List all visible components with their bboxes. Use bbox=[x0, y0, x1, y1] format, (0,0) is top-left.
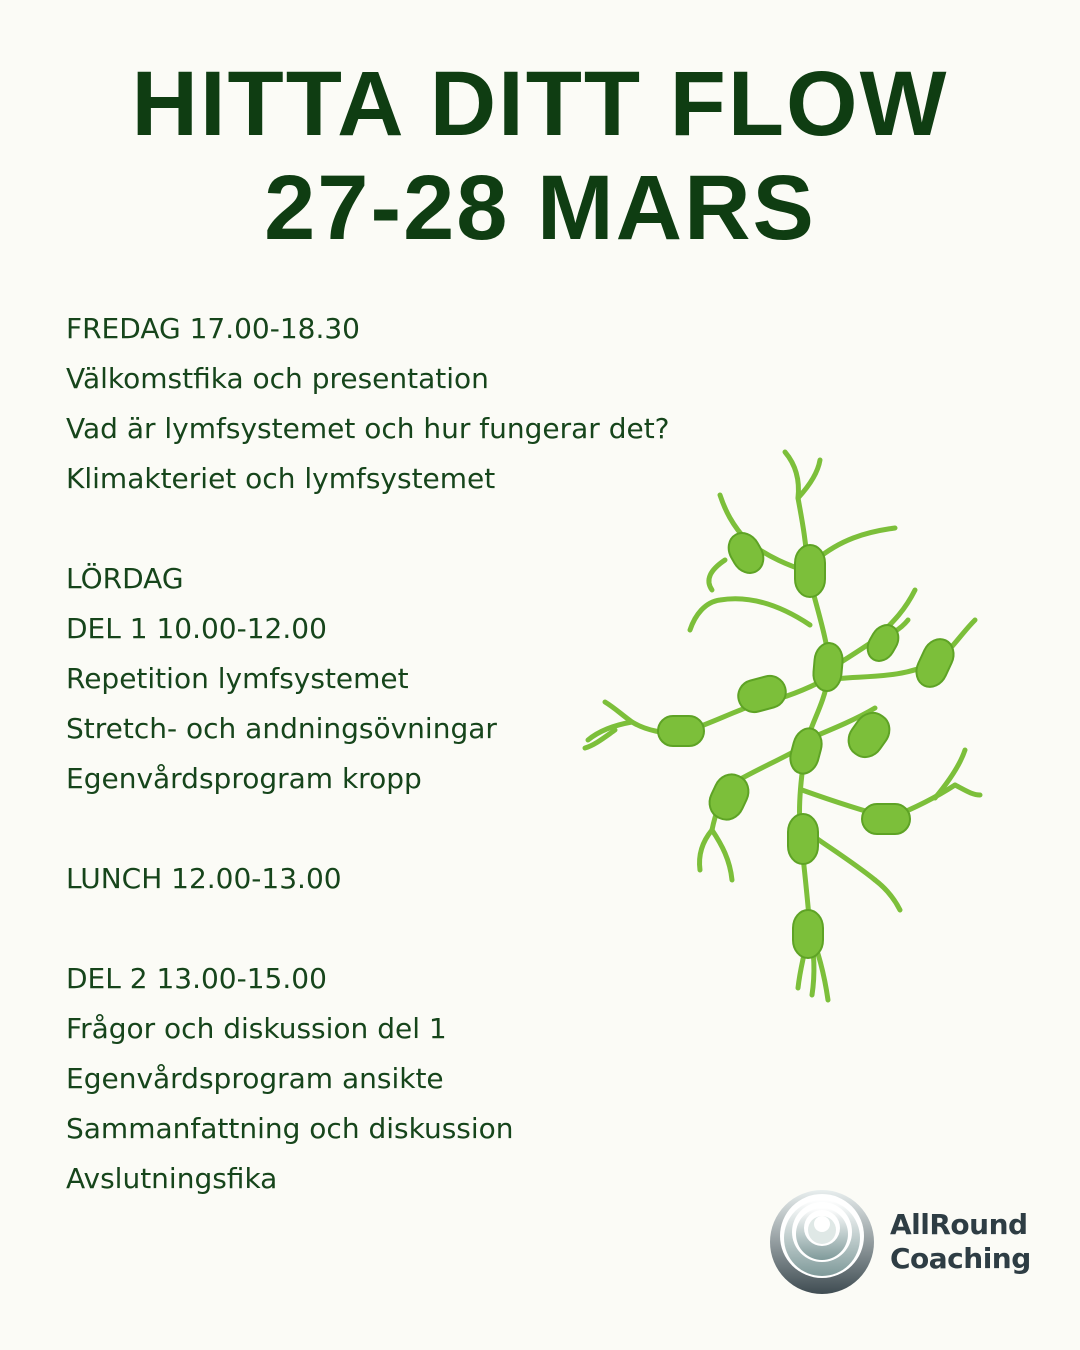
allround-coaching-logo-icon bbox=[768, 1188, 876, 1296]
logo-line-1: AllRound bbox=[890, 1208, 1028, 1241]
page-title bbox=[0, 52, 1080, 260]
logo-line-2: Coaching bbox=[890, 1242, 1031, 1275]
part2-item: Egenvårdsprogram ansikte bbox=[66, 1062, 444, 1095]
brand-logo bbox=[768, 1188, 1038, 1300]
friday-item: Vad är lymfsystemet och hur fungerar det? bbox=[66, 412, 670, 445]
part2-item: Frågor och diskussion del 1 bbox=[66, 1012, 447, 1045]
title-line-1: HITTA DITT FLOW bbox=[131, 53, 949, 155]
part1-item: Repetition lymfsystemet bbox=[66, 662, 409, 695]
friday-heading: FREDAG 17.00-18.30 bbox=[66, 312, 360, 345]
part1-item: Egenvårdsprogram kropp bbox=[66, 762, 422, 795]
part2-item: Avslutningsfika bbox=[66, 1162, 278, 1195]
saturday-heading: LÖRDAG bbox=[66, 562, 184, 595]
friday-item: Välkomstfika och presentation bbox=[66, 362, 489, 395]
part1-heading: DEL 1 10.00-12.00 bbox=[66, 612, 327, 645]
part1-item: Stretch- och andningsövningar bbox=[66, 712, 497, 745]
part2-heading: DEL 2 13.00-15.00 bbox=[66, 962, 327, 995]
logo-text bbox=[890, 1208, 1031, 1276]
title-line-2: 27-28 MARS bbox=[264, 157, 816, 259]
friday-item: Klimakteriet och lymfsystemet bbox=[66, 462, 496, 495]
lymph-system-icon bbox=[570, 440, 990, 1020]
part2-item: Sammanfattning och diskussion bbox=[66, 1112, 514, 1145]
lunch-heading: LUNCH 12.00-13.00 bbox=[66, 862, 342, 895]
